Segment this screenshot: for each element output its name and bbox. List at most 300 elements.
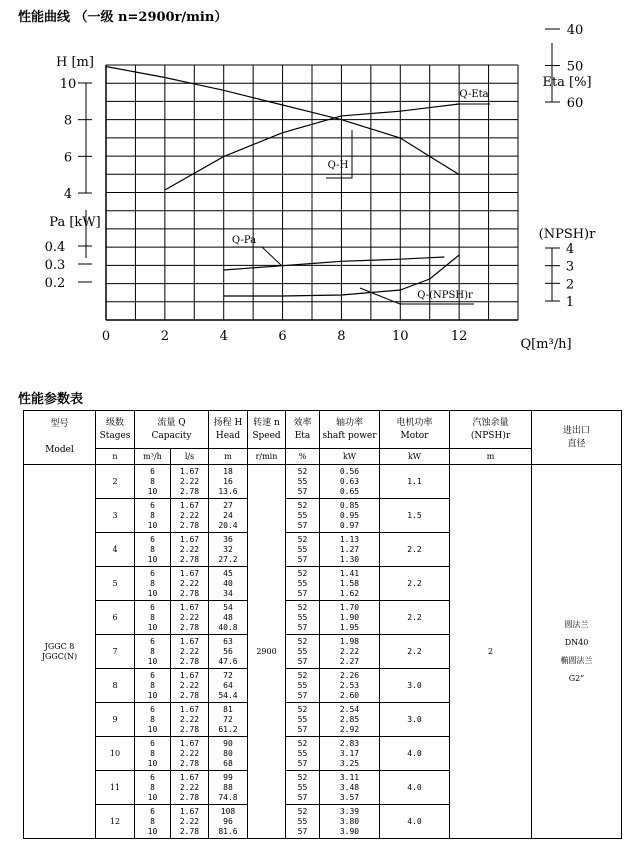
eta-cell-value: 55 <box>297 816 308 826</box>
header-capacity: 流量 Q Capacity <box>135 411 209 449</box>
q2-cell <box>171 805 209 839</box>
head-cell-value: 74.8 <box>218 792 238 802</box>
port-line: DN40 <box>564 637 589 647</box>
q1-cell-value: 6 <box>150 772 155 782</box>
q1-cell-value: 6 <box>150 568 155 578</box>
eta-cell-value: 57 <box>297 690 308 700</box>
header-head: 扬程 H Head <box>209 411 248 449</box>
q1-cell-value: 6 <box>150 806 155 816</box>
motor-cell: 2.2 <box>380 533 450 567</box>
npsh-tick-label: 2 <box>565 277 575 293</box>
eta-cell-value: 52 <box>297 602 308 612</box>
unit-motor: kW <box>380 449 450 465</box>
power-cell <box>320 669 380 703</box>
q2-cell-value: 2.78 <box>179 826 200 836</box>
eta-cell-value: 52 <box>297 636 308 646</box>
q2-cell-value: 2.22 <box>179 510 200 520</box>
header-npsh: 汽蚀余量 (NPSH)r <box>450 411 532 449</box>
eta-cell <box>286 669 320 703</box>
label-qpa: Q-Pa <box>231 235 257 246</box>
q1-cell-value: 10 <box>147 656 158 666</box>
eta-cell-value: 57 <box>297 486 308 496</box>
eta-cell-value: 57 <box>297 588 308 598</box>
q2-cell <box>171 635 209 669</box>
unit-eta: % <box>286 449 320 465</box>
eta-cell-value: 52 <box>297 466 308 476</box>
q1-cell-value: 8 <box>150 544 155 554</box>
x-tick-label: 12 <box>450 329 468 344</box>
q2-cell-value: 2.78 <box>179 690 200 700</box>
port-line: 圆法兰 <box>564 619 589 629</box>
power-cell-value: 2.26 <box>339 670 360 680</box>
power-cell <box>320 703 380 737</box>
x-tick-label: 4 <box>219 329 228 344</box>
header-motor: 电机功率 Motor <box>380 411 450 449</box>
eta-cell-value: 57 <box>297 826 308 836</box>
q2-cell-value: 2.22 <box>179 578 200 588</box>
power-cell <box>320 533 380 567</box>
eta-cell <box>286 737 320 771</box>
eta-cell-value: 57 <box>297 520 308 530</box>
power-cell-value: 1.30 <box>339 554 360 564</box>
head-cell <box>209 703 248 737</box>
pa-tick-label: 0.4 <box>44 240 66 255</box>
q2-cell-value: 2.78 <box>179 520 200 530</box>
power-cell-value: 2.54 <box>339 704 360 714</box>
head-cell-value: 24 <box>223 510 233 520</box>
q1-cell-value: 8 <box>150 612 155 622</box>
motor-cell: 2.2 <box>380 635 450 669</box>
q2-cell-value: 2.78 <box>179 724 200 734</box>
head-tick-label: 8 <box>63 113 73 129</box>
page-title: 性能曲线 （一级 n=2900r/min） <box>18 10 228 25</box>
head-cell-value: 64 <box>223 680 233 690</box>
power-cell-value: 1.58 <box>339 578 360 588</box>
head-cell-value: 34 <box>223 588 233 598</box>
q1-cell <box>135 805 171 839</box>
q2-cell-value: 2.78 <box>179 588 200 598</box>
power-cell <box>320 465 380 499</box>
q2-cell-value: 1.67 <box>179 500 200 510</box>
q2-cell <box>171 669 209 703</box>
q1-cell <box>135 499 171 533</box>
head-cell-value: 99 <box>223 772 233 782</box>
q2-cell-value: 1.67 <box>179 568 200 578</box>
q2-cell-value: 1.67 <box>179 466 200 476</box>
motor-cell: 2.2 <box>380 601 450 635</box>
q1-cell-value: 6 <box>150 704 155 714</box>
eta-cell <box>286 601 320 635</box>
x-tick-label: 6 <box>278 329 287 344</box>
eta-cell-value: 52 <box>297 738 308 748</box>
q2-cell-value: 2.78 <box>179 622 200 632</box>
eta-cell <box>286 465 320 499</box>
power-cell-value: 1.95 <box>339 622 360 632</box>
performance-chart <box>0 0 626 385</box>
head-cell-value: 36 <box>223 534 233 544</box>
q2-cell-value: 2.22 <box>179 782 200 792</box>
head-cell-value: 54.4 <box>218 690 238 700</box>
stages-cell: 6 <box>96 601 135 635</box>
npsh-tick-label: 4 <box>565 242 575 257</box>
q1-cell-value: 10 <box>147 826 158 836</box>
q2-cell-value: 2.22 <box>179 748 200 758</box>
head-cell-value: 20.4 <box>218 520 238 530</box>
head-tick-label: 6 <box>63 150 73 166</box>
eta-cell-value: 55 <box>297 510 308 520</box>
stages-cell: 10 <box>96 737 135 771</box>
x-tick-label: 0 <box>101 329 111 344</box>
stages-cell: 5 <box>96 567 135 601</box>
stages-cell: 7 <box>96 635 135 669</box>
model-cell <box>24 465 96 839</box>
head-cell-value: 90 <box>223 738 233 748</box>
eta-cell-value: 55 <box>297 782 308 792</box>
q1-cell-value: 10 <box>147 758 158 768</box>
q2-cell-value: 1.67 <box>179 704 200 714</box>
q1-cell <box>135 601 171 635</box>
q1-cell-value: 8 <box>150 510 155 520</box>
table-row <box>24 465 622 499</box>
power-cell-value: 0.65 <box>339 486 360 496</box>
head-cell-value: 54 <box>223 602 233 612</box>
power-cell-value: 1.27 <box>339 544 360 554</box>
header-power: 轴功率 shaft power <box>320 411 380 449</box>
q1-cell-value: 8 <box>150 578 155 588</box>
header-port: 进出口 直径 <box>532 411 622 465</box>
eta-cell-value: 52 <box>297 772 308 782</box>
q2-cell-value: 1.67 <box>179 602 200 612</box>
q2-cell-value: 2.78 <box>179 758 200 768</box>
npsh-axis-label: (NPSH)r <box>538 227 596 242</box>
header-eta: 效率 Eta <box>286 411 320 449</box>
q2-cell-value: 1.67 <box>179 772 200 782</box>
q1-cell-value: 8 <box>150 816 155 826</box>
power-cell-value: 2.92 <box>339 724 360 734</box>
power-cell-value: 3.90 <box>339 826 360 836</box>
q1-cell <box>135 533 171 567</box>
motor-cell: 2.2 <box>380 567 450 601</box>
q2-cell-value: 1.67 <box>179 806 200 816</box>
q2-cell <box>171 567 209 601</box>
eta-cell-value: 52 <box>297 500 308 510</box>
head-cell <box>209 465 248 499</box>
motor-cell: 1.1 <box>380 465 450 499</box>
power-cell-value: 3.39 <box>339 806 360 816</box>
port-line: G2” <box>568 673 585 683</box>
eta-cell <box>286 567 320 601</box>
q1-cell-value: 6 <box>150 466 155 476</box>
power-cell-value: 0.63 <box>339 476 360 486</box>
eta-tick-label: 50 <box>566 59 584 75</box>
unit-head: m <box>209 449 248 465</box>
stages-cell: 3 <box>96 499 135 533</box>
npsh-tick-label: 3 <box>565 259 575 275</box>
power-cell-value: 3.11 <box>339 772 360 782</box>
x-tick-label: 10 <box>392 329 409 344</box>
power-cell-value: 2.85 <box>339 714 360 724</box>
power-cell <box>320 601 380 635</box>
power-cell-value: 0.97 <box>339 520 360 530</box>
head-cell-value: 47.6 <box>218 656 238 666</box>
unit-speed: r/min <box>248 449 286 465</box>
power-cell-value: 2.22 <box>339 646 360 656</box>
header-model: 型号 Model <box>24 411 96 465</box>
eta-cell-value: 55 <box>297 476 308 486</box>
eta-cell-value: 52 <box>297 806 308 816</box>
q1-cell-value: 8 <box>150 782 155 792</box>
q1-cell <box>135 635 171 669</box>
port-cell <box>532 465 622 839</box>
eta-cell-value: 55 <box>297 680 308 690</box>
head-cell-value: 81.6 <box>218 826 238 836</box>
power-cell-value: 3.48 <box>339 782 360 792</box>
power-cell-value: 2.83 <box>339 738 360 748</box>
motor-cell: 4.0 <box>380 771 450 805</box>
head-cell-value: 68 <box>223 758 233 768</box>
pa-tick-label: 0.2 <box>44 276 66 291</box>
head-cell-value: 61.2 <box>218 724 238 734</box>
q1-cell <box>135 737 171 771</box>
eta-cell-value: 57 <box>297 656 308 666</box>
q1-cell-value: 10 <box>147 724 158 734</box>
power-cell <box>320 805 380 839</box>
power-cell-value: 2.27 <box>339 656 360 666</box>
eta-cell-value: 57 <box>297 622 308 632</box>
motor-cell: 4.0 <box>380 737 450 771</box>
power-cell-value: 2.53 <box>339 680 360 690</box>
q1-cell-value: 6 <box>150 534 155 544</box>
q2-cell-value: 1.67 <box>179 670 200 680</box>
q2-cell-value: 2.22 <box>179 714 200 724</box>
spec-table <box>23 410 622 839</box>
head-cell <box>209 567 248 601</box>
head-tick-label: 10 <box>59 77 77 92</box>
q2-cell-value: 2.22 <box>179 646 200 656</box>
eta-cell-value: 55 <box>297 714 308 724</box>
head-cell-value: 18 <box>223 466 233 476</box>
motor-cell: 3.0 <box>380 669 450 703</box>
table-title: 性能参数表 <box>18 392 84 407</box>
power-cell-value: 1.41 <box>339 568 360 578</box>
q1-cell-value: 8 <box>150 646 155 656</box>
q1-cell-value: 6 <box>150 500 155 510</box>
power-cell <box>320 567 380 601</box>
head-cell-value: 72 <box>223 714 233 724</box>
head-cell <box>209 771 248 805</box>
q1-cell-value: 10 <box>147 588 158 598</box>
q2-cell-value: 1.67 <box>179 636 200 646</box>
eta-cell <box>286 771 320 805</box>
speed-cell: 2900 <box>248 465 286 839</box>
unit-q1: m³/h <box>135 449 171 465</box>
power-cell-value: 3.25 <box>339 758 360 768</box>
unit-stages: n <box>96 449 135 465</box>
q1-cell-value: 8 <box>150 714 155 724</box>
power-cell <box>320 635 380 669</box>
q2-cell <box>171 601 209 635</box>
head-cell <box>209 669 248 703</box>
head-cell <box>209 635 248 669</box>
q2-cell-value: 2.22 <box>179 680 200 690</box>
q1-cell-value: 10 <box>147 792 158 802</box>
q2-cell-value: 2.22 <box>179 816 200 826</box>
unit-q2: l/s <box>171 449 209 465</box>
q2-cell-value: 2.78 <box>179 656 200 666</box>
power-cell-value: 1.98 <box>339 636 360 646</box>
head-cell <box>209 601 248 635</box>
head-cell-value: 63 <box>223 636 233 646</box>
head-cell-value: 13.6 <box>218 486 238 496</box>
q1-cell-value: 6 <box>150 670 155 680</box>
eta-cell-value: 57 <box>297 554 308 564</box>
q1-cell <box>135 567 171 601</box>
head-cell <box>209 805 248 839</box>
eta-cell-value: 55 <box>297 646 308 656</box>
q1-cell-value: 10 <box>147 520 158 530</box>
npsh-cell: 2 <box>450 465 532 839</box>
head-cell-value: 40.8 <box>218 622 238 632</box>
q1-cell <box>135 465 171 499</box>
head-cell-value: 80 <box>223 748 233 758</box>
eta-cell-value: 52 <box>297 670 308 680</box>
head-cell-value: 48 <box>223 612 233 622</box>
eta-cell-value: 52 <box>297 568 308 578</box>
eta-cell-value: 55 <box>297 544 308 554</box>
head-cell-value: 108 <box>220 806 236 816</box>
eta-cell-value: 52 <box>297 704 308 714</box>
eta-cell-value: 57 <box>297 792 308 802</box>
power-cell-value: 1.90 <box>339 612 360 622</box>
q1-cell-value: 6 <box>150 602 155 612</box>
head-cell-value: 72 <box>223 670 233 680</box>
eta-axis-label: Eta [%] <box>542 75 592 90</box>
head-cell-value: 56 <box>223 646 233 656</box>
head-tick-label: 4 <box>63 187 73 202</box>
q2-cell-value: 2.78 <box>179 486 200 496</box>
motor-cell: 3.0 <box>380 703 450 737</box>
head-cell <box>209 737 248 771</box>
q1-cell-value: 8 <box>150 680 155 690</box>
head-cell-value: 27.2 <box>218 554 238 564</box>
eta-cell-value: 57 <box>297 724 308 734</box>
power-cell <box>320 737 380 771</box>
series-qpa <box>224 257 445 270</box>
q1-cell-value: 10 <box>147 554 158 564</box>
eta-tick-label: 40 <box>566 23 584 38</box>
eta-cell-value: 55 <box>297 748 308 758</box>
head-cell-value: 81 <box>223 704 233 714</box>
q2-cell-value: 1.67 <box>179 738 200 748</box>
power-cell-value: 3.80 <box>339 816 360 826</box>
header-stages: 级数 Stages <box>96 411 135 449</box>
power-cell-value: 3.57 <box>339 792 360 802</box>
head-cell-value: 96 <box>223 816 233 826</box>
q1-cell <box>135 703 171 737</box>
x-tick-label: 2 <box>160 329 169 344</box>
eta-cell-value: 55 <box>297 612 308 622</box>
power-cell-value: 3.17 <box>339 748 360 758</box>
port-line: 椭圆法兰 <box>560 655 593 665</box>
motor-cell: 4.0 <box>380 805 450 839</box>
power-cell <box>320 771 380 805</box>
eta-cell-value: 52 <box>297 534 308 544</box>
pa-tick-label: 0.3 <box>44 258 66 273</box>
power-cell-value: 1.13 <box>339 534 360 544</box>
eta-cell <box>286 703 320 737</box>
power-cell-value: 2.60 <box>339 690 360 700</box>
q2-cell <box>171 703 209 737</box>
head-cell <box>209 533 248 567</box>
model-name-2: JGGC(N) <box>41 651 78 661</box>
q2-cell-value: 2.22 <box>179 544 200 554</box>
head-cell-value: 32 <box>223 544 233 554</box>
power-cell-value: 0.85 <box>339 500 360 510</box>
motor-cell: 1.5 <box>380 499 450 533</box>
unit-npsh: m <box>450 449 532 465</box>
q1-cell <box>135 771 171 805</box>
q2-cell <box>171 533 209 567</box>
head-cell-value: 45 <box>223 568 233 578</box>
head-cell <box>209 499 248 533</box>
eta-cell <box>286 499 320 533</box>
q2-cell-value: 2.22 <box>179 612 200 622</box>
stages-cell: 4 <box>96 533 135 567</box>
x-tick-label: 8 <box>337 329 346 344</box>
header-speed: 转速 n Speed <box>248 411 286 449</box>
q1-cell-value: 10 <box>147 622 158 632</box>
eta-cell <box>286 635 320 669</box>
power-cell-value: 0.95 <box>339 510 360 520</box>
power-cell-value: 1.70 <box>339 602 360 612</box>
head-axis-label: H [m] <box>56 55 94 70</box>
q1-cell-value: 10 <box>147 486 158 496</box>
model-name: JGGC 8 <box>44 641 75 651</box>
q2-cell-value: 2.78 <box>179 792 200 802</box>
power-cell <box>320 499 380 533</box>
q2-cell <box>171 499 209 533</box>
label-qnpsh: Q-(NPSH)r <box>417 290 473 301</box>
q2-cell-value: 2.22 <box>179 476 200 486</box>
eta-tick-label: 60 <box>566 96 584 111</box>
stages-cell: 11 <box>96 771 135 805</box>
leader-qpa <box>232 247 282 266</box>
head-cell-value: 16 <box>223 476 233 486</box>
q2-cell <box>171 737 209 771</box>
power-cell-value: 0.56 <box>339 466 360 476</box>
label-qh: Q-H <box>327 160 349 171</box>
q1-cell-value: 8 <box>150 476 155 486</box>
x-axis-label: Q[m³/h] <box>520 337 572 352</box>
q1-cell-value: 6 <box>150 636 155 646</box>
q2-cell <box>171 465 209 499</box>
q2-cell-value: 2.78 <box>179 554 200 564</box>
pa-axis-label: Pa [kW] <box>49 215 101 230</box>
unit-power: kW <box>320 449 380 465</box>
q1-cell-value: 8 <box>150 748 155 758</box>
stages-cell: 12 <box>96 805 135 839</box>
eta-cell <box>286 533 320 567</box>
eta-cell-value: 55 <box>297 578 308 588</box>
head-cell-value: 27 <box>223 500 233 510</box>
q1-cell-value: 10 <box>147 690 158 700</box>
q2-cell-value: 1.67 <box>179 534 200 544</box>
label-qeta: Q-Eta <box>459 89 489 100</box>
head-cell-value: 88 <box>223 782 233 792</box>
stages-cell: 2 <box>96 465 135 499</box>
npsh-tick-label: 1 <box>565 295 575 310</box>
head-cell-value: 40 <box>223 578 233 588</box>
